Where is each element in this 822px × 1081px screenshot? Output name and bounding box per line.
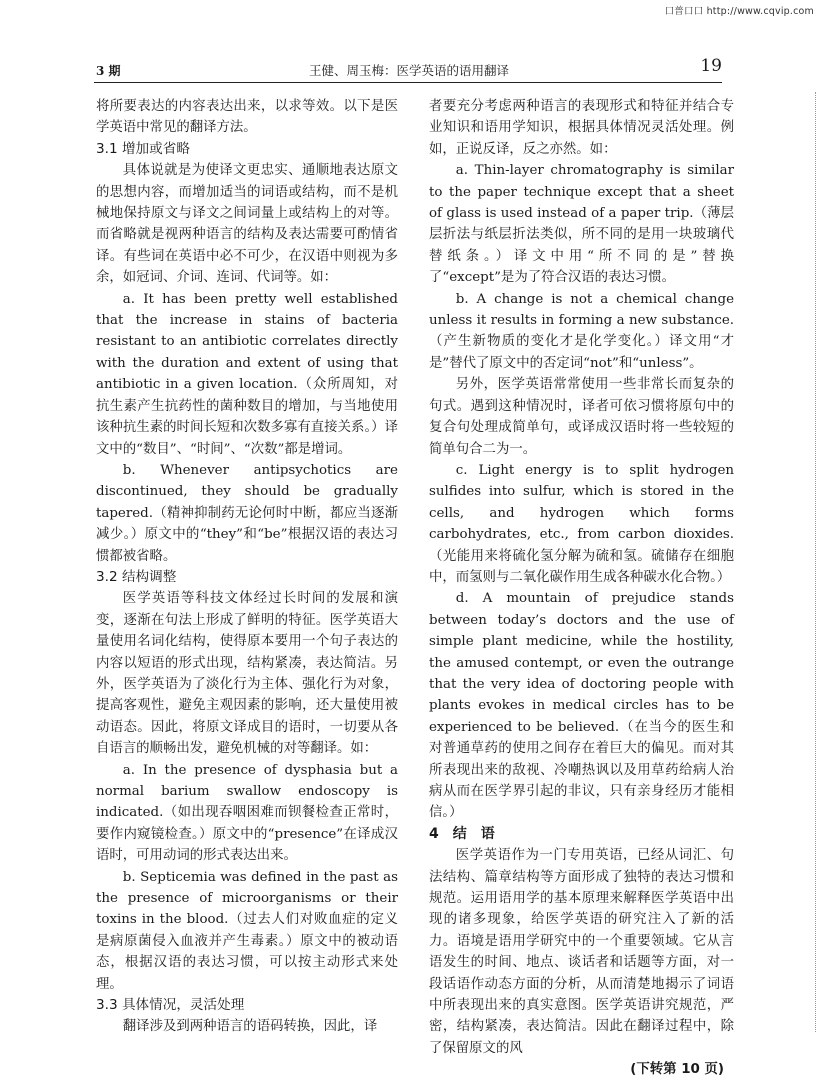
header-rule (94, 82, 722, 83)
right-column (429, 96, 734, 1081)
paragraph: b. Septicemia was defined in the past as the presence of microorganisms or their toxins in the blood.（过去人们对败血症的定义是病原菌侵入血液并产生毒素。）原文中的被动语态，根据汉语的表达习惯，可以按主动形式来处理。 (96, 869, 398, 992)
section-heading: 3.3 具体情况，灵活处理 (96, 997, 245, 1014)
paragraph: b. Whenever antipsychotics are discontinued, they should be gradually tapered.（精神抑制药无论何时中断，都应当逐渐减少。）原文中的“they”和“be”根据汉语的表达习惯都被省略。 (96, 462, 398, 564)
issue-number: 3 期 (96, 64, 121, 78)
paragraph: 另外，医学英语常常使用一些非常长而复杂的句式。遇到这种情况时，译者可依习惯将原句中的复合句处理成简单句，或译成汉语时将一些较短的简单句合二为一。 (429, 377, 734, 457)
section-heading: 3.1 增加或省略 (96, 140, 190, 157)
paragraph: a. Thin-layer chromatography is similar to the paper technique except that a sheet of glass is used instead of a paper trip.（薄层层折法与纸层折法类似，所不同的是用一块玻璃代替纸条。）译文中用“所不同的是”替换了“except”是为了符合汉语的表达习惯。 (429, 163, 734, 286)
paragraph: 将所要表达的内容表达出来，以求等效。以下是医学英语中常见的翻译方法。 (96, 99, 398, 136)
paragraph: a. It has been pretty well established that the increase in stains of bacteria resistant to an antibiotic correlates directly with the duration and extent of using that antibiotic in a given location.（众所周知，对抗生素产生抗药性的菌种数目的增加，与当地使用该种抗生素的时间长短和次数多寡有直接关系。）译文中的“数目”、“时间”、“次数”都是增词。 (96, 291, 398, 457)
paragraph: 具体说就是为使译文更忠实、通顺地表达原文的思想内容，而增加适当的词语或结构，而不是机械地保持原文与译文之间词量上或结构上的对等。而省略就是视两种语言的结构及表达需要可酌情省译。有些词在英语中必不可少，在汉语中则视为多余，如冠词、介词、连词、代词等。如： (96, 163, 398, 286)
scan-edge (812, 92, 816, 1032)
section-heading: 3.2 结构调整 (96, 568, 177, 585)
paragraph: c. Light energy is to split hydrogen sulfides into sulfur, which is stored in the cells, and hydrogen which forms carbohydrates, etc., from carbon dioxides.（光能用来将硫化氢分解为硫和氢。硫储存在细胞中，而氢则与二氧化碳作用生成各种碳水化合物。） (429, 462, 734, 585)
section-heading: 4 结 语 (429, 825, 495, 842)
paragraph: 者要充分考虑两种语言的表现形式和特征并结合专业知识和语用学知识，根据具体情况灵活处理。例如，正说反译，反之亦然。如： (429, 99, 734, 157)
left-column (96, 96, 398, 1038)
paragraph: 翻译涉及到两种语言的语码转换，因此，译 (122, 1019, 378, 1035)
paragraph: 医学英语等科技文体经过长时间的发展和演变，逐渐在句法上形成了鲜明的特征。医学英语大量使用名词化结构，使得原本要用一个句子表达的内容以短语的形式出现，结构紧凑，表达简洁。另外，医学英语为了淡化行为主体、强化行为对象，提高客观性，避免主观因素的影响，还大量使用被动语态。因此，将原文译成目的语时，一切要从各自语言的顺畅出发，避免机械的对等翻译。如： (96, 591, 398, 757)
paragraph: a. In the presence of dysphasia but a normal barium swallow endoscopy is indicated.（如出现吞咽困难而钡餐检查正常时，要作内窥镜检查。）原文中的“presence”在译成汉语时，可用动词的形式表达出来。 (96, 762, 398, 864)
paragraph: 医学英语作为一门专用英语，已经从词汇、句法结构、篇章结构等方面形成了独特的表达习惯和规范。运用语用学的基本原理来解释医学英语中出现的诸多现象，给医学英语的研究注入了新的活力。语境是语用学研究中的一个重要领域。它从言语发生的时间、地点、谈话者和话题等方面，对一段话语作动态方面的分析，从而清楚地揭示了词语中所表现出来的真实意图。医学英语讲究规范，严密，结构紧凑，表达简洁。因此在翻译过程中，除了保留原文的风 (429, 848, 734, 1056)
paragraph: d. A mountain of prejudice stands between today’s doctors and the use of simple plant medicine, while the hostility, the amused contempt, or even the outrange that the very idea of doctoring people with plants evokes in medical circles has to be experienced to be believed.（在当今的医生和对普通草药的使用之间存在着巨大的偏见。而对其所表现出来的敌视、冷嘲热讽以及用草药给病人治病从而在医学界引起的非议，只有亲身经历才能相信。） (429, 591, 734, 821)
page-number: 19 (700, 56, 722, 76)
running-title: 王健、周玉梅：医学英语的语用翻译 (308, 63, 509, 78)
watermark-text: 口普口口 http://www.cqvip.com (664, 6, 814, 17)
paragraph: b. A change is not a chemical change unless it results in forming a new substance.（产生新物质的变化才是化学变化。）译文用“才是”替代了原文中的否定词“not”和“unless”。 (429, 291, 734, 371)
running-header (96, 56, 722, 78)
continued-note: (下转第 10 页) (630, 1062, 724, 1078)
